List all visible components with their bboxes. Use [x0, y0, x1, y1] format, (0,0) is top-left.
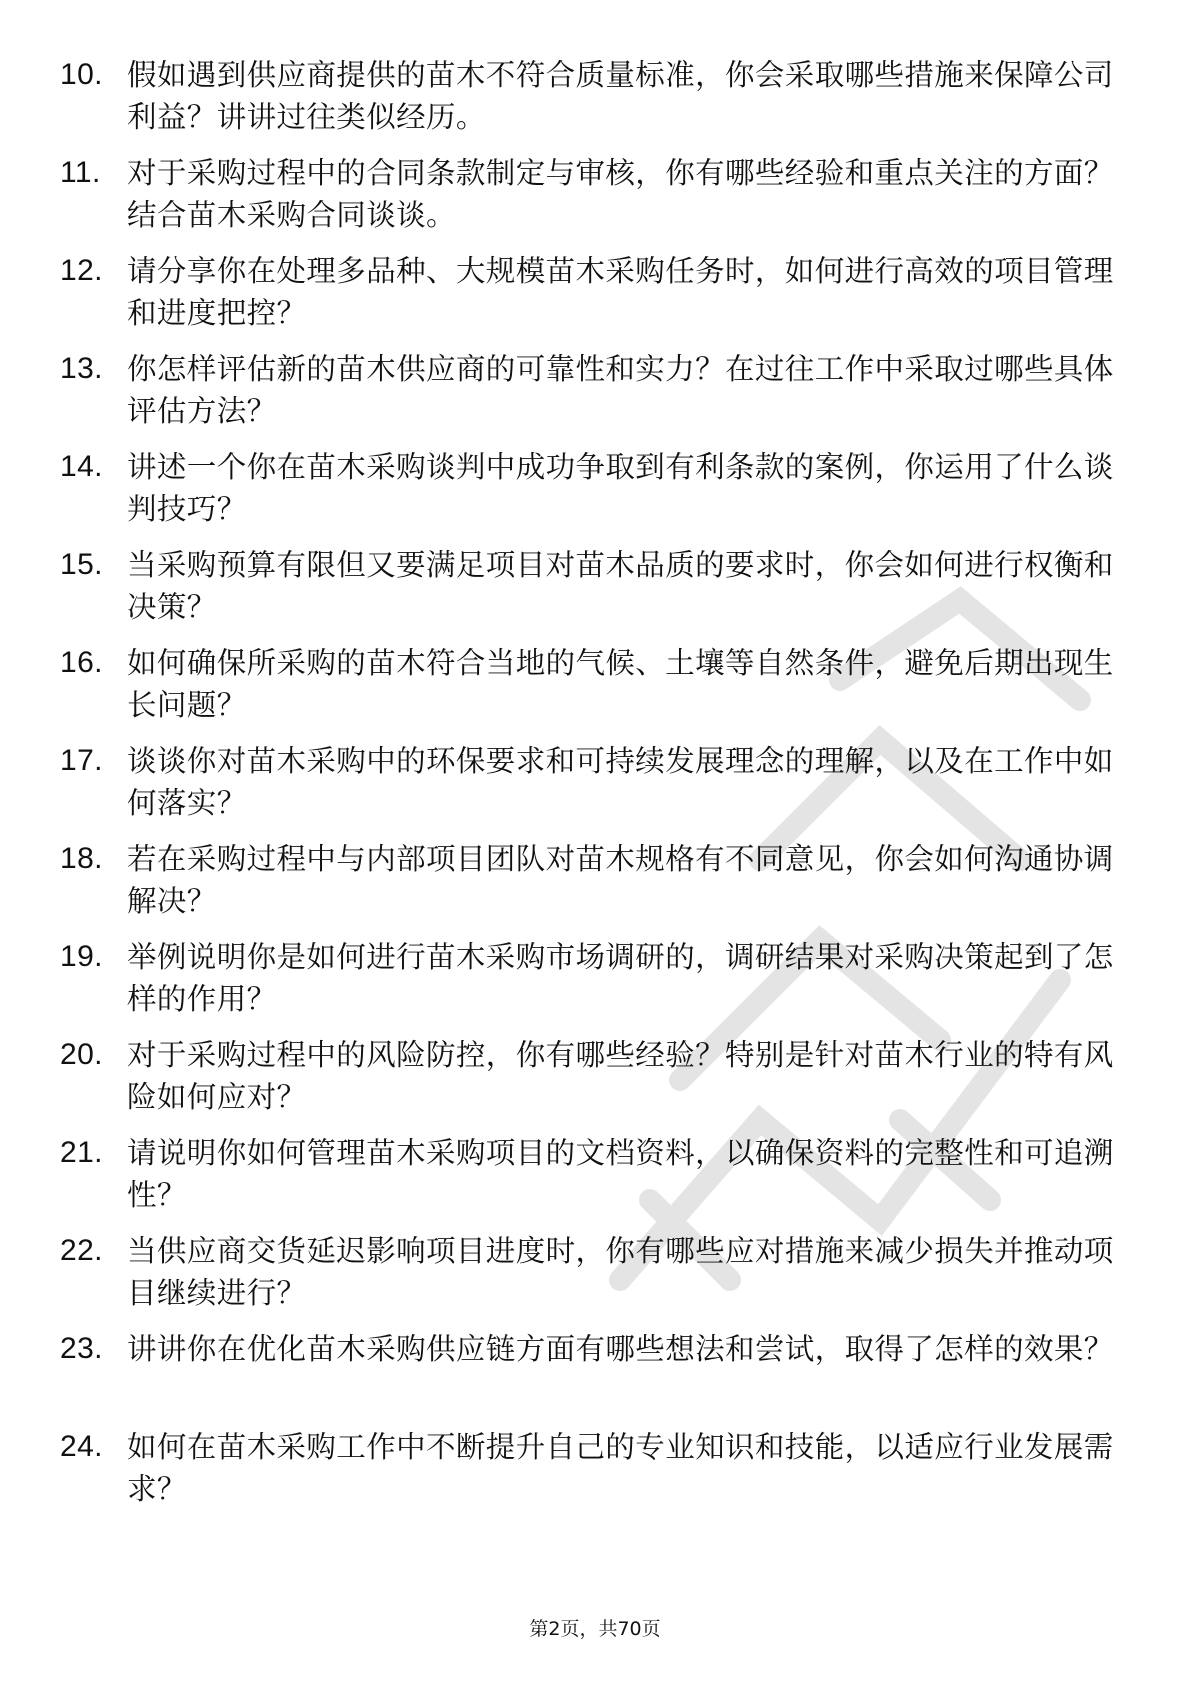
question-text: 请说明你如何管理苗木采购项目的文档资料，以确保资料的完整性和可追溯性？ — [127, 1136, 1114, 1212]
question-text: 如何确保所采购的苗木符合当地的气候、土壤等自然条件，避免后期出现生长问题？ — [127, 646, 1114, 722]
question-number: 13. — [60, 352, 103, 385]
list-item — [60, 832, 1120, 930]
list-item — [60, 538, 1120, 636]
question-text: 讲述一个你在苗木采购谈判中成功争取到有利条款的案例，你运用了什么谈判技巧？ — [127, 450, 1114, 526]
question-number: 22. — [60, 1234, 103, 1267]
list-item — [60, 1420, 1120, 1518]
question-text: 如何在苗木采购工作中不断提升自己的专业知识和技能，以适应行业发展需求？ — [127, 1430, 1114, 1506]
question-number: 14. — [60, 450, 103, 483]
question-number: 15. — [60, 548, 103, 581]
question-text: 谈谈你对苗木采购中的环保要求和可持续发展理念的理解，以及在工作中如何落实？ — [127, 744, 1114, 820]
question-text: 举例说明你是如何进行苗木采购市场调研的，调研结果对采购决策起到了怎样的作用？ — [127, 940, 1114, 1016]
list-item — [60, 244, 1120, 342]
question-text: 对于采购过程中的合同条款制定与审核，你有哪些经验和重点关注的方面？结合苗木采购合同谈谈。 — [127, 156, 1114, 232]
question-list — [60, 48, 1120, 1518]
question-number: 16. — [60, 646, 103, 679]
list-item — [60, 440, 1120, 538]
question-number: 18. — [60, 842, 103, 875]
question-text: 对于采购过程中的风险防控，你有哪些经验？特别是针对苗木行业的特有风险如何应对？ — [127, 1038, 1114, 1114]
list-item — [60, 1126, 1120, 1224]
list-item — [60, 1224, 1120, 1322]
question-text: 请分享你在处理多品种、大规模苗木采购任务时，如何进行高效的项目管理和进度把控？ — [127, 254, 1114, 330]
list-item — [60, 636, 1120, 734]
question-number: 17. — [60, 744, 103, 777]
list-item — [60, 146, 1120, 244]
question-number: 23. — [60, 1332, 103, 1365]
question-text: 当供应商交货延迟影响项目进度时，你有哪些应对措施来减少损失并推动项目继续进行？ — [127, 1234, 1114, 1310]
question-text: 若在采购过程中与内部项目团队对苗木规格有不同意见，你会如何沟通协调解决？ — [127, 842, 1114, 918]
question-text: 讲讲你在优化苗木采购供应链方面有哪些想法和尝试，取得了怎样的效果？ — [127, 1332, 1114, 1366]
question-number: 10. — [60, 58, 103, 91]
question-text: 当采购预算有限但又要满足项目对苗木品质的要求时，你会如何进行权衡和决策？ — [127, 548, 1114, 624]
question-number: 24. — [60, 1430, 103, 1463]
question-number: 12. — [60, 254, 103, 287]
list-item — [60, 342, 1120, 440]
list-item — [60, 930, 1120, 1028]
list-item — [60, 1028, 1120, 1126]
list-item — [60, 734, 1120, 832]
question-number: 11. — [60, 156, 101, 189]
question-number: 19. — [60, 940, 103, 973]
list-item — [60, 48, 1120, 146]
question-text: 假如遇到供应商提供的苗木不符合质量标准，你会采取哪些措施来保障公司利益？讲讲过往类似经历。 — [127, 58, 1114, 134]
list-item — [60, 1322, 1120, 1420]
question-number: 21. — [60, 1136, 103, 1169]
question-number: 20. — [60, 1038, 103, 1071]
question-text: 你怎样评估新的苗木供应商的可靠性和实力？在过往工作中采取过哪些具体评估方法？ — [127, 352, 1114, 428]
page-footer: 第2页，共70页 — [529, 1618, 661, 1640]
